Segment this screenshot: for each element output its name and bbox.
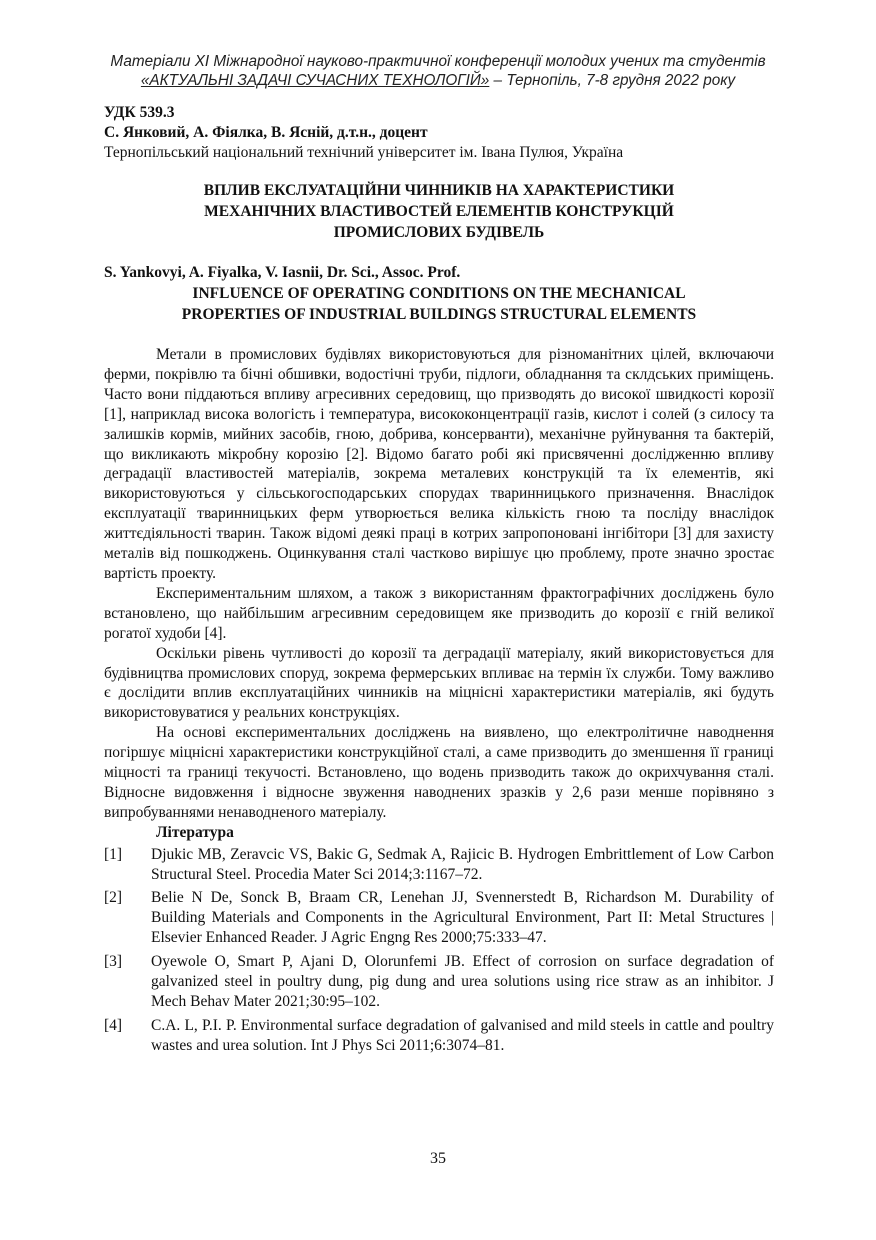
- reference-item: [104, 845, 774, 885]
- header-location-date: – Тернопіль, 7-8 грудня 2022 року: [489, 72, 736, 89]
- running-header: [92, 52, 784, 90]
- reference-number: [3]: [104, 953, 123, 971]
- paragraph: Метали в промислових будівлях використовуються для різноманітних цілей, включаючи ферми, покрівлю та бічні обшивки, водостічні труби, підлоги, обладнання та склдських приміщень. Часто вони піддаються впливу агресивних середовищ, що призводять до високої швидкості корозії [1], наприклад висока вологість і температура, висококонцентрації газів, кислот і солей (з силосу та залишків кормів, мийних засобів, гною, добрива, консерванти), механічне руйнування та бактерій, що викликають мікробну корозію [2]. Відомо багато робі які присвяченні дослідженню впливу деградації властивостей матеріалів, зокрема металевих конструкцій та їх елементів, які використовуються у сільськогосподарських спорудах тваринницького призначення. Внаслідок експлуатації тваринницьких ферм утворюється велика кількість гною та посліду внаслідок життєдіяльності тварин. Також відомі деякі праці в котрих запропоновані інгібітори [3] для захисту металів від пошкоджень. Оцинкування сталі частково вирішує цю проблему, проте значно зростає вартість проекту.: [104, 346, 774, 582]
- reference-text: Oyewole O, Smart P, Ajani D, Olorunfemi JB. Effect of corrosion on surface degradation of galvanized steel in poultry dung, pig dung and urea solutions using rice straw as an inhibitor. J Mech Behav Mater 2021;30:95–102.: [151, 953, 774, 1010]
- paragraph: Експериментальним шляхом, а також з використанням фрактографічних досліджень було встановлено, що найбільшим агресивним середовищем яке призводить до корозії є гній великої рогатої худоби [4].: [104, 584, 774, 642]
- udk-code: УДК 539.3: [104, 104, 175, 121]
- authors-english: S. Yankovyi, A. Fiyalka, V. Iasnii, Dr. Sci., Assoc. Prof.: [104, 264, 461, 281]
- article-body: [104, 345, 774, 1060]
- article-meta: [104, 103, 774, 163]
- authors-ukrainian: С. Янковий, А. Фіялка, В. Ясній, д.т.н., доцент: [104, 124, 428, 141]
- title-ukrainian: ВПЛИВ ЕКСЛУАТАЦІЙНИ ЧИННИКІВ НА ХАРАКТЕРИСТИКИ МЕХАНІЧНИХ ВЛАСТИВОСТЕЙ ЕЛЕМЕНТІВ КОНСТРУКЦІЙ ПРОМИСЛОВИХ БУДІВЕЛЬ: [203, 182, 675, 241]
- literature-heading: Література: [156, 823, 234, 841]
- header-line-2: [92, 71, 784, 90]
- page-number: 35: [430, 1150, 446, 1167]
- reference-number: [4]: [104, 1016, 123, 1034]
- reference-item: [104, 952, 774, 1012]
- title-english: INFLUENCE OF OPERATING CONDITIONS ON THE MECHANICAL PROPERTIES OF INDUSTRIAL BUILDINGS STRUCTURAL ELEMENTS: [181, 285, 697, 323]
- reference-text: Belie N De, Sonck B, Braam CR, Lenehan JJ, Svennerstedt B, Richardson M. Durability of Building Materials and Components in the Agricultural Environment, Part II: Metal Structures | Elsevier Enhanced Reader. J Agric Engng Res 2000;75:333–47.: [151, 889, 774, 947]
- reference-number: [1]: [104, 845, 123, 863]
- reference-list: [104, 845, 774, 1056]
- header-line-1: Матеріали XI Міжнародної науково-практичної конференції молодих учених та студентів: [110, 53, 766, 70]
- reference-item: [104, 1016, 774, 1056]
- reference-text: Djukic MB, Zeravcic VS, Bakic G, Sedmak A, Rajicic B. Hydrogen Embrittlement of Low Carbon Structural Steel. Procedia Mater Sci 2014;3:1167–72.: [151, 845, 774, 883]
- paragraph: На основі експериментальних досліджень на виявлено, що електролітичне наводнення погіршує міцнісні характеристики конструкційної сталі, а саме призводить до зменшення її границі міцності та границі текучості. Встановлено, що водень призводить також до окрихчування сталі. Відносне видовження і відносне звуження наводнених зразків у 2,6 рази менше порівняно з випробуваннями ненаводненого матеріалу.: [104, 724, 774, 821]
- paragraph: Оскільки рівень чутливості до корозії та деградації матеріалу, який використовується для будівництва промислових споруд, зокрема фермерських впливає на термін їх служби. Тому важливо є дослідити вплив експлуатаційних чинників на міцнісні характеристики матеріалів, які будуть використовуватися у реальних конструкціях.: [104, 644, 774, 722]
- reference-item: [104, 888, 774, 948]
- reference-text: C.A. L, P.I. P. Environmental surface degradation of galvanised and mild steels in cattle and poultry wastes and urea solution. Int J Phys Sci 2011;6:3074–81.: [151, 1016, 774, 1054]
- affiliation: Тернопільський національний технічний університет ім. Івана Пулюя, Україна: [104, 144, 624, 161]
- reference-number: [2]: [104, 889, 123, 907]
- conference-name: «АКТУАЛЬНІ ЗАДАЧІ СУЧАСНИХ ТЕХНОЛОГІЙ»: [140, 72, 490, 89]
